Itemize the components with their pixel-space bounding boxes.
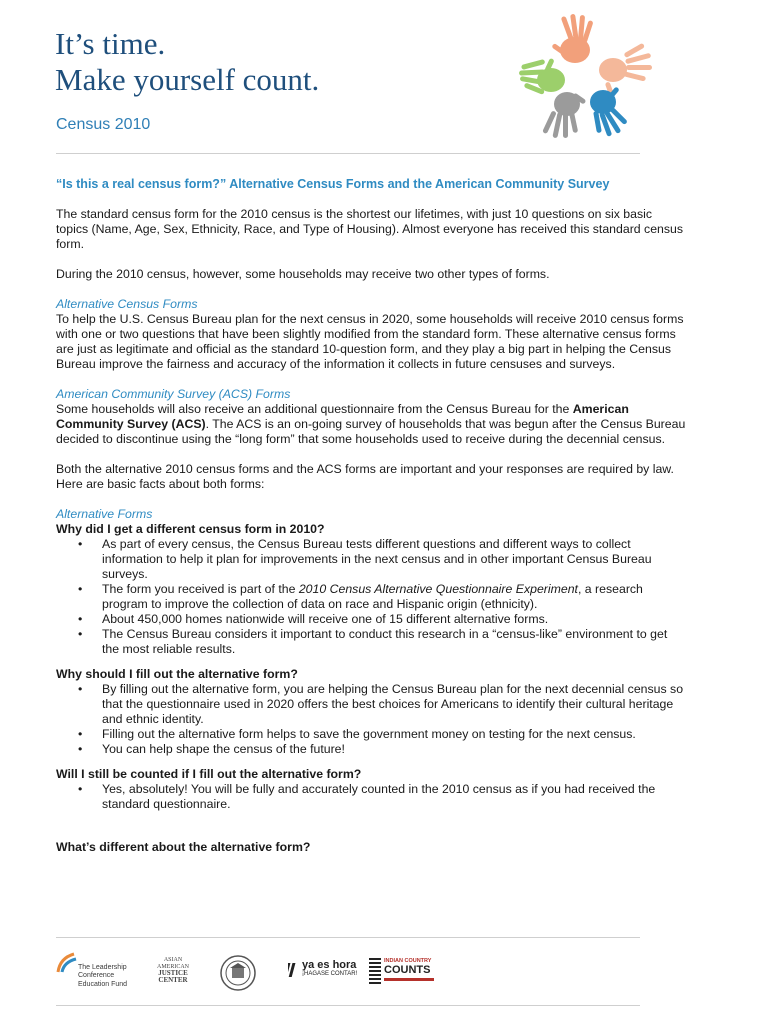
acs-forms-heading: American Community Survey (ACS) Forms [56,387,291,401]
lcef-line-2: Conference [78,972,115,980]
icc-line-1: INDIAN COUNTRY [384,958,432,964]
acs-forms-paragraph: Some households will also receive an additional questionnaire from the Census Bureau for the American Community Survey (ACS). The ACS is an on-going survey of households that was begun after the Census Bureau decided to discontinue using the “long form” that some households used to receive during the decennial census. [56,402,686,446]
header-divider [56,153,640,154]
census-2010-label: Census 2010 [56,116,151,133]
list-item: • About 450,000 homes nationwide will receive one of 15 different alternative forms. [78,612,549,626]
faq-answer-list-3 [56,782,686,812]
asian-american-justice-center-logo [153,957,193,983]
icc-pattern-icon [369,958,381,984]
leadership-conference-logo [56,952,146,1002]
ya-es-hora-subtitle: ¡HAGASE CONTAR! [302,971,358,977]
footer-divider-top [56,937,640,938]
icc-underline [384,978,434,981]
list-item: • The Census Bureau considers it important to conduct this research in a “census-like” environment to get the most reliable results. [78,627,668,656]
faq-question-4: What’s different about the alternative form? [56,840,311,854]
faq-question-1: Why did I get a different census form in 2010? [56,522,325,536]
aajc-line-2: AMERICAN [156,963,189,970]
orange-hand-icon [551,14,593,63]
ya-es-hora-title: ya es hora [302,959,357,971]
footer-divider-bottom [56,1005,640,1006]
ya-es-hora-stripes-icon [288,961,300,979]
intro-paragraph-1: The standard census form for the 2010 census is the shortest our lifetimes, with just 10 questions on six basic topics (Name, Age, Sex, Ethnicity, Race, and Type of Housing). Almost everyone has received this standard census form. [56,207,684,251]
icc-line-2: COUNTS [384,964,431,976]
faq-answer-list-2 [56,682,686,757]
alternative-forms-paragraph: To help the U.S. Census Bureau plan for the next census in 2020, some households will receive 2010 census forms with one or two questions that have been slightly modified from the standard form. These alternative census forms are just as legitimate and official as the standard 10-question form, and they play a big part in helping the Census Bureau improve the fairness and accuracy of the information it collects in future censuses and surveys. [56,312,684,371]
salmon-hand-icon [599,43,652,96]
faq-subheading: Alternative Forms [56,507,153,521]
green-hand-icon [519,58,565,95]
seal-icon [219,954,257,992]
list-item: • The form you received is part of the 2010 Census Alternative Questionnaire Experiment, a research program to improve the collection of data on race and Hispanic origin (ethnicity). [78,582,643,611]
list-item: • Yes, absolutely! You will be fully and accurately counted in the 2010 census as if you had received the standard questionnaire. [78,782,656,811]
list-item: • As part of every census, the Census Bureau tests different questions and different ways to collect information to help it plan for improvements in the next census and in other important Census Bureau surveys. [78,537,652,581]
gray-hand-icon [542,92,586,138]
article-body [56,177,686,855]
tagline-line-2: Make yourself count. [55,62,320,97]
lcef-line-1: The Leadership [78,964,127,971]
article-headline: “Is this a real census form?” Alternative Census Forms and the American Community Survey [56,177,610,191]
list-item: • Filling out the alternative form helps to save the government money on testing for the next census. [78,727,636,741]
list-item: • You can help shape the census of the future! [78,742,345,756]
acs-bold-name: American Community Survey (ACS) [56,402,629,431]
faq-question-3: Will I still be counted if I fill out the alternative form? [56,767,362,781]
faq-answer-list-1 [56,537,686,657]
lcef-line-3: Education Fund [78,980,128,988]
aajc-line-3: JUSTICE [158,969,188,978]
blue-hand-icon [590,86,628,137]
tagline [55,26,319,98]
leadership-conference-swoosh-icon [56,952,80,974]
aajc-line-1: ASIAN [163,957,183,963]
alternative-forms-heading: Alternative Census Forms [56,297,198,311]
indian-country-counts-logo [369,958,439,986]
list-item: • By filling out the alternative form, you are helping the Census Bureau plan for the next decennial census so that the questionnaire used in 2020 offers the best choices for Americans to identify their cultural heritage and ethnic identity. [78,682,684,726]
census-hands-logo [515,12,655,138]
intro-paragraph-2: During the 2010 census, however, some households may receive two other types of forms. [56,267,550,281]
partner-logos [56,942,656,1012]
both-forms-paragraph: Both the alternative 2010 census forms and the ACS forms are important and your responses are required by law. Here are basic facts about both forms: [56,462,674,491]
aajc-line-4: CENTER [158,975,188,984]
tagline-line-1: It’s time. [55,26,166,61]
faq-question-2: Why should I fill out the alternative form? [56,667,298,681]
